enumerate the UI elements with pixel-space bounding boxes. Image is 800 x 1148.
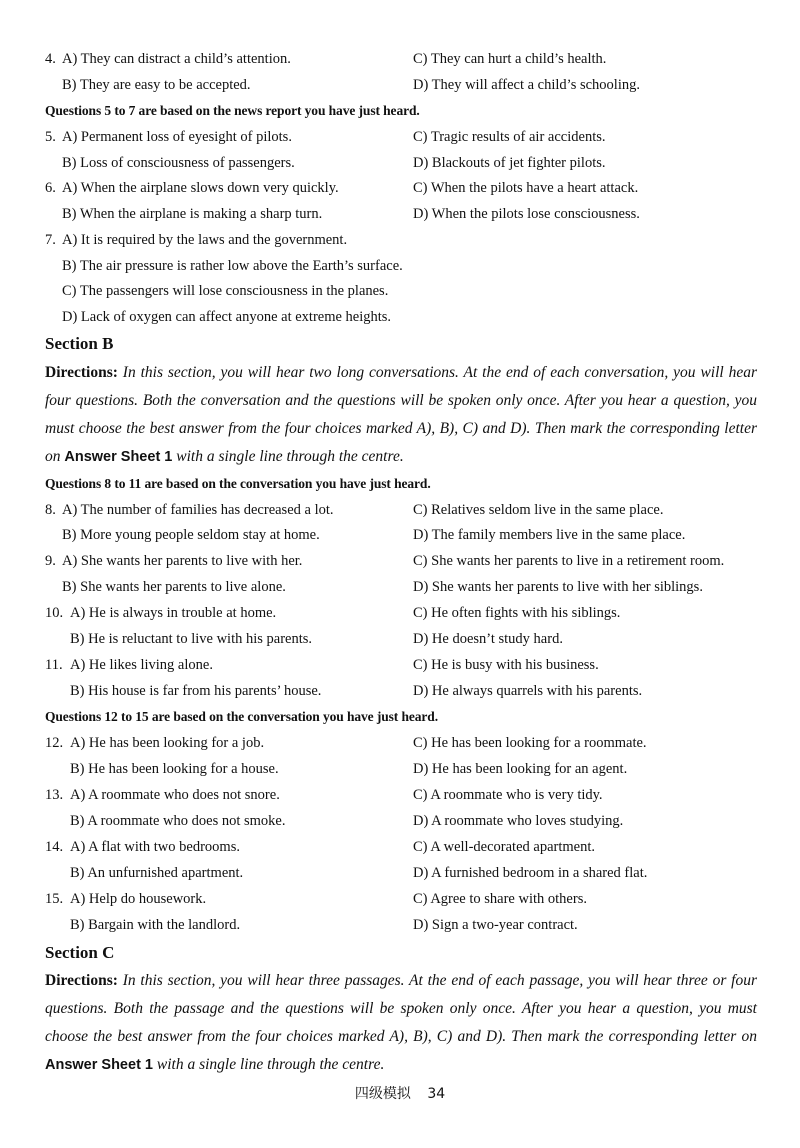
question-4-row-2 bbox=[0, 73, 800, 97]
questions-12-15-heading: Questions 12 to 15 are based on the conversation you have just heard. bbox=[45, 709, 438, 724]
option-a: A) They can distract a child’s attention. bbox=[62, 51, 291, 67]
option-a: A) The number of families has decreased a lot. bbox=[62, 502, 334, 518]
section-b-title: Section B bbox=[45, 334, 114, 353]
option-d: D) Blackouts of jet fighter pilots. bbox=[413, 155, 606, 171]
option-d: D) Lack of oxygen can affect anyone at extreme heights. bbox=[62, 309, 392, 325]
option-a: A) Permanent loss of eyesight of pilots. bbox=[62, 129, 292, 145]
question-13-row-1 bbox=[0, 783, 800, 807]
question-12-row-1 bbox=[0, 731, 800, 755]
option-b: B) He has been looking for a house. bbox=[70, 761, 279, 777]
option-a: A) He has been looking for a job. bbox=[70, 735, 265, 751]
option-c: C) He has been looking for a roommate. bbox=[413, 735, 647, 751]
option-b: B) When the airplane is making a sharp turn. bbox=[62, 206, 323, 222]
answer-sheet-label: Answer Sheet 1 bbox=[45, 1057, 153, 1073]
option-b: B) She wants her parents to live alone. bbox=[62, 579, 286, 595]
section-b-directions bbox=[45, 359, 757, 471]
section-c-directions bbox=[45, 967, 757, 1079]
question-number: 8. bbox=[45, 502, 56, 518]
question-number: 10. bbox=[45, 605, 64, 621]
option-d: D) The family members live in the same place. bbox=[413, 527, 686, 543]
question-12-row-2 bbox=[0, 757, 800, 781]
directions-label: Directions: bbox=[45, 972, 118, 989]
question-number: 6. bbox=[45, 180, 56, 196]
question-number: 7. bbox=[45, 232, 56, 248]
question-number: 5. bbox=[45, 129, 56, 145]
option-b: B) They are easy to be accepted. bbox=[62, 77, 251, 93]
option-a: A) He is always in trouble at home. bbox=[70, 605, 277, 621]
option-b: B) His house is far from his parents’ house. bbox=[70, 683, 322, 699]
option-c: C) Tragic results of air accidents. bbox=[413, 129, 606, 145]
directions-label: Directions: bbox=[45, 364, 118, 381]
question-6-row-2 bbox=[0, 202, 800, 226]
directions-text: In this section, you will hear two long conversations. At the end of each conversation, you will hear four questions. Both the conversation and the questions will be spoken only once. After you hear a question, you must choose the best answer from the four choices marked A), B), C) and D). Then mark the corresponding letter on bbox=[45, 364, 757, 465]
option-c: C) They can hurt a child’s health. bbox=[413, 51, 607, 67]
page-number: 34 bbox=[427, 1086, 446, 1102]
question-9-row-2 bbox=[0, 575, 800, 599]
option-c: C) The passengers will lose consciousness in the planes. bbox=[62, 283, 389, 299]
question-number: 12. bbox=[45, 735, 64, 751]
option-d: D) When the pilots lose consciousness. bbox=[413, 206, 640, 222]
option-b: B) An unfurnished apartment. bbox=[70, 865, 244, 881]
question-4-row-1 bbox=[0, 47, 800, 71]
option-a: A) Help do housework. bbox=[70, 891, 207, 907]
option-c: C) He is busy with his business. bbox=[413, 657, 599, 673]
question-number: 13. bbox=[45, 787, 64, 803]
option-d: D) He doesn’t study hard. bbox=[413, 631, 563, 647]
option-a: A) A flat with two bedrooms. bbox=[70, 839, 240, 855]
footer-label: 四级模拟 bbox=[354, 1086, 411, 1102]
question-15-row-1 bbox=[0, 887, 800, 911]
directions-text-end: with a single line through the centre. bbox=[156, 1056, 385, 1073]
question-number: 15. bbox=[45, 891, 64, 907]
question-5-row-1 bbox=[0, 125, 800, 149]
option-c: C) Relatives seldom live in the same place. bbox=[413, 502, 664, 518]
answer-sheet-label: Answer Sheet 1 bbox=[64, 449, 173, 465]
question-7-row-2 bbox=[0, 254, 800, 278]
option-c: C) A well-decorated apartment. bbox=[413, 839, 595, 855]
option-a: A) It is required by the laws and the government. bbox=[62, 232, 348, 248]
question-11-row-1 bbox=[0, 653, 800, 677]
option-b: B) A roommate who does not smoke. bbox=[70, 813, 286, 829]
directions-text: In this section, you will hear three passages. At the end of each passage, you will hear three or four questions. Both the passage and the questions will be spoken only once. After you hear a question, you must choose the best answer from the four choices marked A), B), C) and D). Then mark the corresponding letter on bbox=[45, 972, 757, 1045]
question-7-row-1 bbox=[0, 228, 800, 252]
question-14-row-2 bbox=[0, 861, 800, 885]
option-a: A) When the airplane slows down very quickly. bbox=[62, 180, 339, 196]
option-b: B) Loss of consciousness of passengers. bbox=[62, 155, 295, 171]
questions-8-11-heading: Questions 8 to 11 are based on the conversation you have just heard. bbox=[45, 476, 431, 491]
option-d: D) He always quarrels with his parents. bbox=[413, 683, 643, 699]
question-9-row-1 bbox=[0, 549, 800, 573]
option-c: C) Agree to share with others. bbox=[413, 891, 587, 907]
question-7-row-3 bbox=[0, 279, 800, 303]
question-11-row-2 bbox=[0, 679, 800, 703]
question-5-row-2 bbox=[0, 151, 800, 175]
option-b: B) More young people seldom stay at home. bbox=[62, 527, 320, 543]
option-c: C) When the pilots have a heart attack. bbox=[413, 180, 639, 196]
question-13-row-2 bbox=[0, 809, 800, 833]
option-a: A) He likes living alone. bbox=[70, 657, 213, 673]
option-b: B) The air pressure is rather low above the Earth’s surface. bbox=[62, 258, 403, 274]
question-7-row-4 bbox=[0, 305, 800, 329]
option-c: C) He often fights with his siblings. bbox=[413, 605, 621, 621]
option-d: D) Sign a two-year contract. bbox=[413, 917, 578, 933]
question-14-row-1 bbox=[0, 835, 800, 859]
question-number: 4. bbox=[45, 51, 56, 67]
question-8-row-2 bbox=[0, 523, 800, 547]
question-number: 14. bbox=[45, 839, 64, 855]
option-b: B) Bargain with the landlord. bbox=[70, 917, 241, 933]
option-a: A) A roommate who does not snore. bbox=[70, 787, 280, 803]
option-c: C) A roommate who is very tidy. bbox=[413, 787, 603, 803]
question-10-row-1 bbox=[0, 601, 800, 625]
option-d: D) He has been looking for an agent. bbox=[413, 761, 628, 777]
question-number: 9. bbox=[45, 553, 56, 569]
option-d: D) A furnished bedroom in a shared flat. bbox=[413, 865, 648, 881]
option-d: D) They will affect a child’s schooling. bbox=[413, 77, 640, 93]
question-number: 11. bbox=[45, 657, 63, 673]
question-15-row-2 bbox=[0, 913, 800, 937]
question-10-row-2 bbox=[0, 627, 800, 651]
directions-text-end: with a single line through the centre. bbox=[176, 448, 404, 465]
option-a: A) She wants her parents to live with her. bbox=[62, 553, 303, 569]
option-d: D) A roommate who loves studying. bbox=[413, 813, 624, 829]
section-c-title: Section C bbox=[45, 943, 115, 962]
option-d: D) She wants her parents to live with her siblings. bbox=[413, 579, 703, 595]
option-c: C) She wants her parents to live in a retirement room. bbox=[413, 553, 725, 569]
questions-5-7-heading: Questions 5 to 7 are based on the news report you have just heard. bbox=[45, 103, 420, 118]
question-6-row-1 bbox=[0, 176, 800, 200]
option-b: B) He is reluctant to live with his parents. bbox=[70, 631, 313, 647]
question-8-row-1 bbox=[0, 498, 800, 522]
page-footer bbox=[0, 1083, 800, 1105]
